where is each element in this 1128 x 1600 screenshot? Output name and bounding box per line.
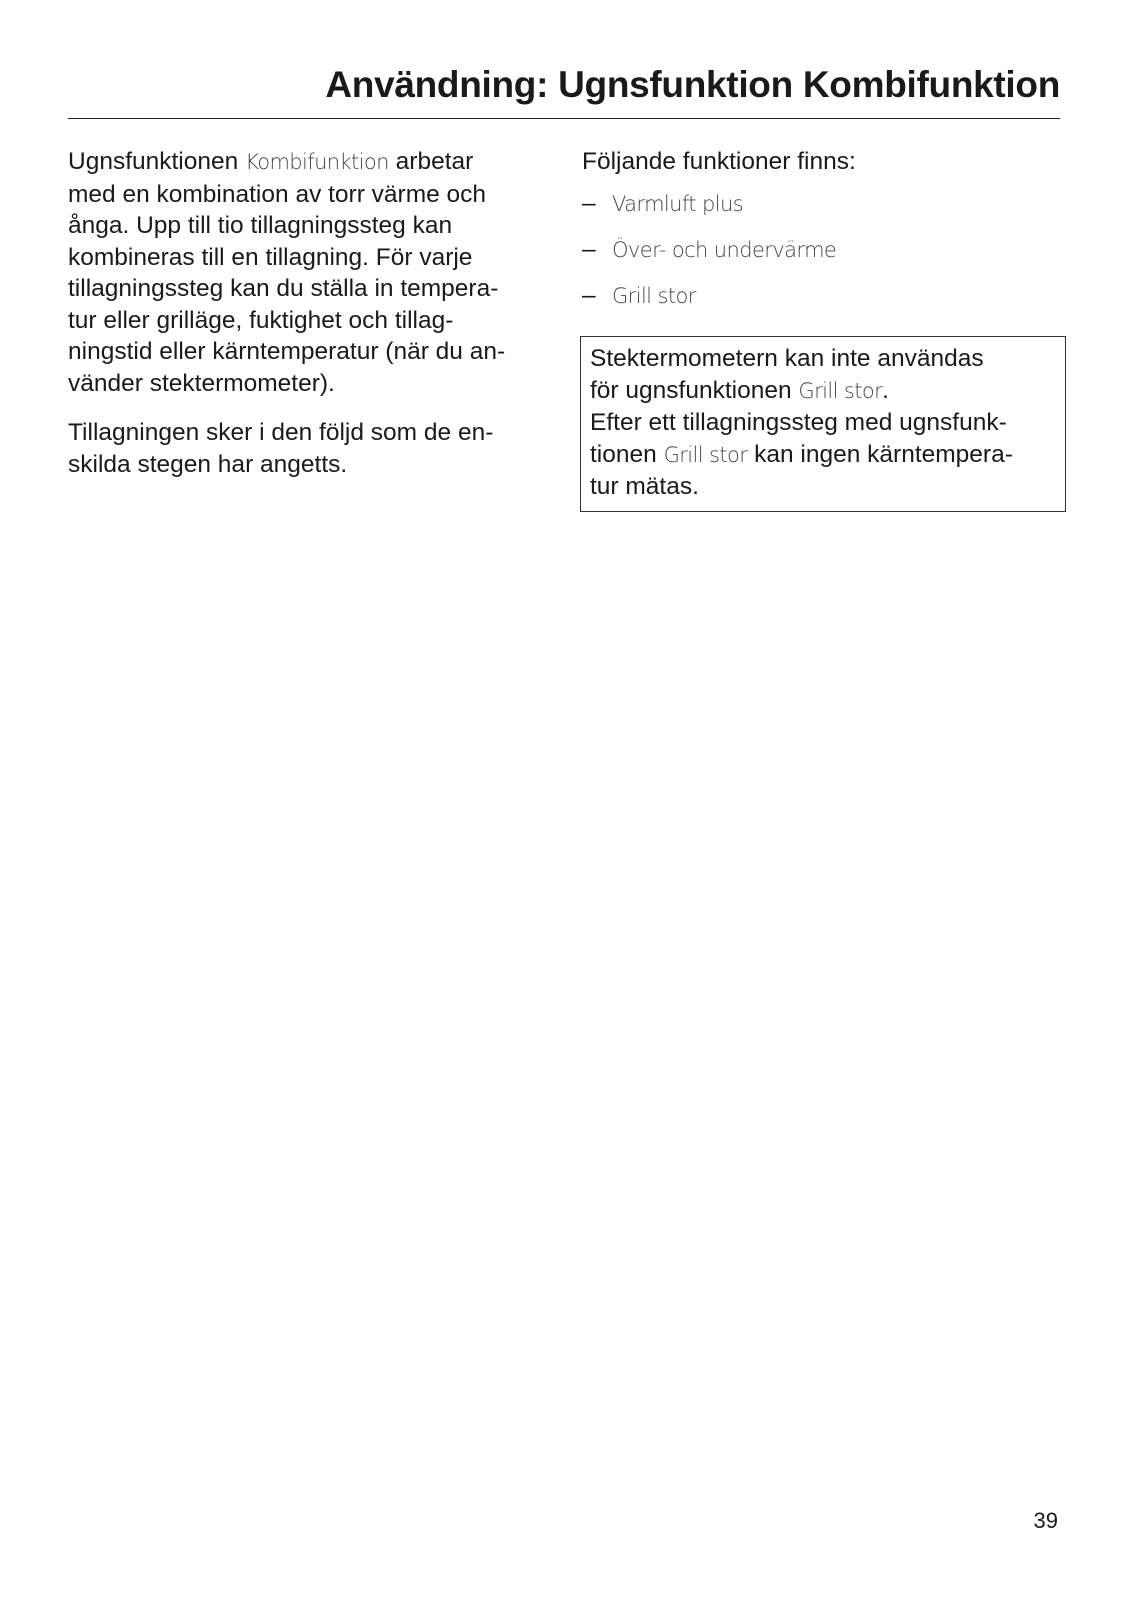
note-text: tionen (590, 440, 664, 468)
left-column (68, 146, 548, 498)
note-line: tur mätas. (590, 473, 699, 500)
note-text: kan ingen kärntempera- (747, 440, 1013, 468)
note-line (590, 375, 1056, 408)
list-item (582, 282, 1066, 328)
list-item (582, 236, 1066, 282)
note-text: för ugnsfunktionen (590, 376, 799, 404)
list-dash: – (582, 235, 596, 263)
right-column (582, 146, 1066, 328)
display-term-kombifunktion: Kombifunktion (245, 150, 389, 174)
order-paragraph: Tillagningen sker i den följd som de en- skilda stegen har angetts. (68, 419, 494, 478)
page-title: Användning: Ugnsfunktion Kombifunktion (325, 64, 1060, 105)
function-over-och-undervarme: Över- och undervärme (612, 237, 837, 262)
note-line: Efter ett tillagningssteg med ugnsfunk- (590, 409, 1007, 436)
page-number: 39 (1033, 1508, 1058, 1533)
note-box (580, 336, 1066, 512)
list-item (582, 190, 1066, 236)
display-term-grill-stor: Grill stor (663, 442, 748, 467)
title-divider (68, 118, 1060, 119)
intro-paragraph (68, 146, 548, 399)
note-line: Stektermometern kan inte användas (590, 345, 984, 372)
function-grill-stor: Grill stor (612, 283, 696, 308)
intro-prefix: Ugnsfunktionen (68, 148, 246, 175)
list-dash: – (582, 281, 596, 309)
note-text: . (882, 376, 889, 404)
functions-list (582, 190, 1066, 328)
display-term-grill-stor: Grill stor (798, 378, 883, 403)
list-dash: – (582, 189, 596, 217)
function-varmluft-plus: Varmluft plus (612, 191, 744, 216)
intro-body: arbetar med en kombination av torr värme och ånga. Upp till tio tillagningssteg kan kombineras till en tillagning. För varje tillagningssteg kan du ställa in tempera- tur eller grilläge, fuktighet och tillag- ningstid eller kärntemperatur (när du an- vänder stektermometer). (68, 148, 506, 397)
note-line (590, 439, 1056, 472)
functions-intro: Följande funktioner finns: (582, 148, 856, 175)
